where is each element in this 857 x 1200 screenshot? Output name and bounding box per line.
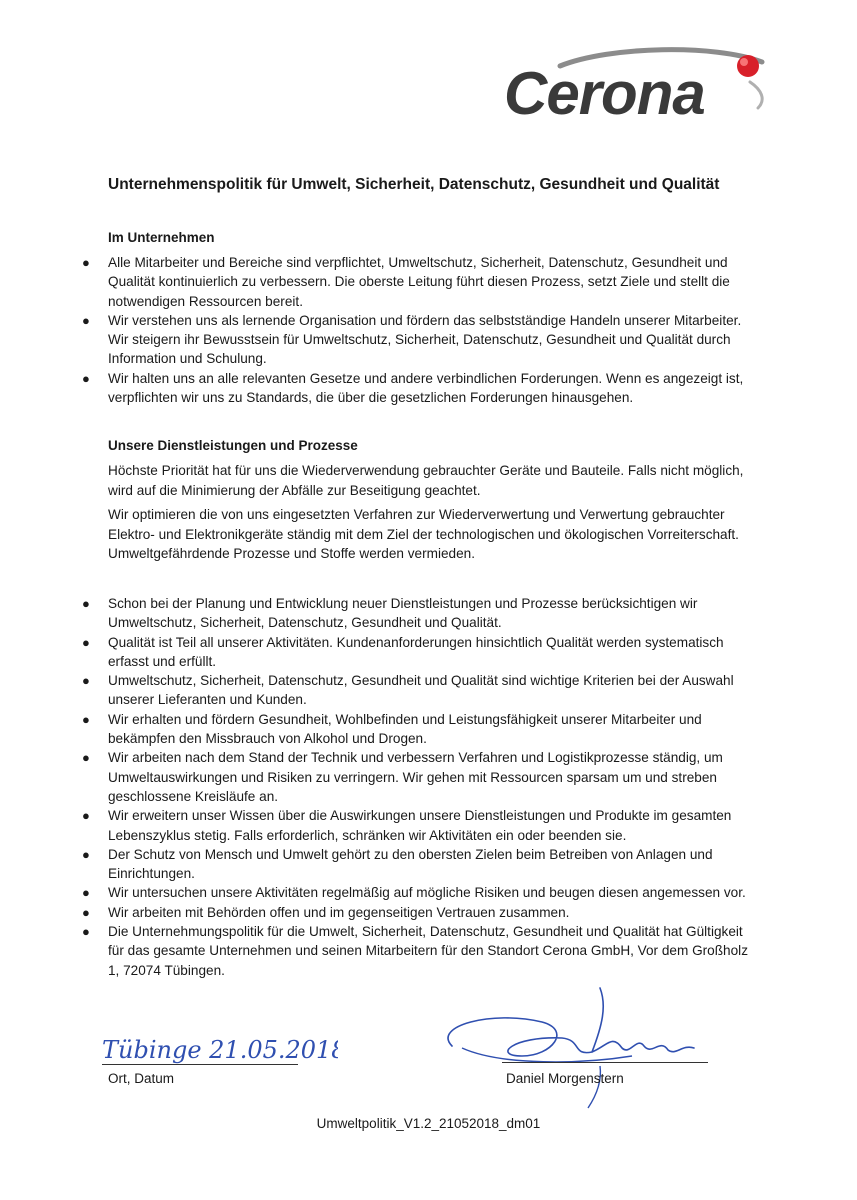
list-item: ● Wir erhalten und fördern Gesundheit, Wohlbefinden und Leistungsfähigkeit unserer Mitarbeiter und bekämpfen den Missbrauch von Alkohol und Drogen.: [82, 711, 702, 747]
red-sphere-icon: [737, 55, 759, 77]
list-item: ● Wir halten uns an alle relevanten Gesetze und andere verbindlichen Forderungen. Wenn es angezeigt ist, verpflichten wir uns zu Standards, die über die gesetzlichen Forderungen hinausgehen.: [82, 370, 744, 406]
list-item: ● Wir verstehen uns als lernende Organisation und fördern das selbstständige Handeln unserer Mitarbeiter. Wir steigern ihr Bewusstsein für Umweltschutz, Sicherheit, Datenschutz, Gesundheit und Qualität durch Information und Schulung.: [82, 312, 742, 367]
bullet-dot-icon: ●: [82, 846, 90, 862]
list-item: ● Wir erweitern unser Wissen über die Auswirkungen unsere Dienstleistungen und Produkte im gesamten Lebenszyklus stetig. Falls erforderlich, schränken wir Aktivitäten ein oder beenden sie.: [82, 808, 732, 843]
services-paragraph-1: Höchste Priorität hat für uns die Wiederverwendung gebrauchter Geräte und Bauteile. Falls nicht möglich, wird auf die Minimierung der Abfälle zur Beseitigung geachtet.: [108, 463, 744, 498]
list-item: ● Alle Mitarbeiter und Bereiche sind verpflichtet, Umweltschutz, Sicherheit, Datenschutz, Gesundheit und Qualität kontinuierlich zu verbessern. Die oberste Leitung führt diesen Prozess, setzt Ziele und stellt die notwendigen Ressourcen bereit.: [82, 255, 730, 309]
place-date-label: Ort, Datum: [108, 1071, 175, 1086]
handwritten-signature: [432, 986, 712, 1116]
bullet-dot-icon: ●: [82, 924, 90, 940]
svg-text:Tübinge 21.05.2018: Tübinge 21.05.2018: [102, 1036, 338, 1064]
list-item: ● Qualität ist Teil all unserer Aktivitäten. Kundenanforderungen hinsichtlich Qualität werden systematisch erfasst und erfüllt.: [82, 634, 724, 669]
bullet-dot-icon: ●: [82, 750, 90, 766]
section-heading-company: Im Unternehmen: [108, 230, 215, 245]
services-bullet-list: [0, 594, 857, 980]
list-item: ● Wir arbeiten mit Behörden offen und im gegenseitigen Vertrauen zusammen.: [0, 903, 857, 922]
list-item: ● Die Unternehmungspolitik für die Umwelt, Sicherheit, Datenschutz, Gesundheit und Qualität hat Gültigkeit für das gesamte Unternehmen und seinen Mitarbeitern für den Standort Cerona GmbH, Vor dem Großholz 1, 72074 Tübingen.: [82, 924, 748, 978]
place-date-line: [102, 1064, 298, 1065]
list-item: ● Wir arbeiten nach dem Stand der Technik und verbessern Verfahren und Logistikprozesse ständig, um Umweltauswirkungen und Risiken zu verringern. Wir gehen mit Ressourcen sparsam um und streben geschlossene Kreisläufe an.: [82, 750, 723, 804]
bullet-dot-icon: ●: [82, 711, 90, 727]
list-item: ● Der Schutz von Mensch und Umwelt gehört zu den obersten Zielen beim Betreiben von Anlagen und Einrichtungen.: [82, 846, 713, 882]
document-title: Unternehmenspolitik für Umwelt, Sicherheit, Datenschutz, Gesundheit und Qualität: [108, 176, 720, 193]
section-heading-services: Unsere Dienstleistungen und Prozesse: [108, 438, 358, 453]
services-paragraph-2: Wir optimieren die von uns eingesetzten Verfahren zur Wiederverwertung und Verwertung gebrauchter Elektro- und Elektronikgeräte ständig mit dem Ziel der technologischen und ökologischen Vorreiterschaft. Umweltgefährdende Prozesse und Stoffe werden vermieden.: [108, 507, 739, 561]
list-item: ● Schon bei der Planung und Entwicklung neuer Dienstleistungen und Prozesse berücksichtigen wir Umweltschutz, Sicherheit, Datenschutz, Gesundheit und Qualität.: [82, 596, 698, 631]
bullet-dot-icon: ●: [82, 370, 90, 386]
bullet-dot-icon: ●: [82, 904, 90, 920]
signature-line: [502, 1062, 708, 1063]
list-item: ● Umweltschutz, Sicherheit, Datenschutz, Gesundheit und Qualität sind wichtige Kriterien bei der Auswahl unserer Lieferanten und Kunden.: [82, 673, 734, 708]
bullet-dot-icon: ●: [82, 634, 90, 650]
document-footer-id: Umweltpolitik_V1.2_21052018_dm01: [316, 1116, 541, 1131]
cerona-logo: [500, 44, 780, 124]
bullet-dot-icon: ●: [82, 673, 90, 689]
bullet-dot-icon: ●: [82, 596, 90, 611]
list-item: ● Wir untersuchen unsere Aktivitäten regelmäßig auf mögliche Risiken und beugen diesen angemessen vor.: [0, 883, 857, 902]
svg-text:Cerona: Cerona: [504, 60, 705, 124]
bullet-dot-icon: ●: [82, 312, 90, 328]
bullet-dot-icon: ●: [82, 255, 90, 270]
bullet-dot-icon: ●: [82, 885, 90, 901]
signer-name: Daniel Morgenstern: [506, 1071, 624, 1086]
handwritten-place-date: [98, 1028, 338, 1068]
bullet-dot-icon: ●: [82, 808, 90, 824]
company-bullet-list: [0, 253, 857, 407]
